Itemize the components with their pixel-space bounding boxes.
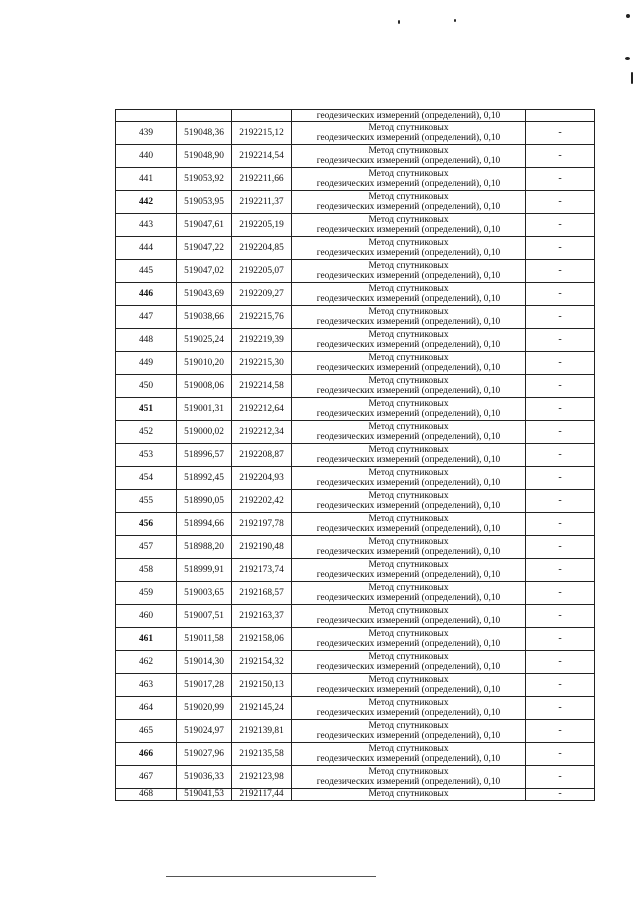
note-cell: - [526,536,595,559]
x-coordinate-cell: 518992,45 [177,467,232,490]
point-number-cell: 452 [116,421,177,444]
x-coordinate-cell: 519036,33 [177,766,232,789]
note-cell: - [526,444,595,467]
point-number-cell: 463 [116,674,177,697]
table-row [116,559,595,582]
method-line: геодезических измерений (определений), 0,10 [316,363,501,373]
method-cell [292,467,526,490]
scan-speck [454,19,456,22]
note-cell: - [526,168,595,191]
scan-speck [631,72,633,84]
table-row [116,352,595,375]
y-coordinate-cell: 2192123,98 [232,766,292,789]
method-line: геодезических измерений (определений), 0,10 [316,248,501,258]
method-line: геодезических измерений (определений), 0,10 [316,685,501,695]
y-coordinate-cell: 2192204,93 [232,467,292,490]
method-line: Метод спутниковых [368,490,449,501]
y-coordinate-cell: 2192212,34 [232,421,292,444]
coordinates-table [115,109,595,801]
table-row [116,490,595,513]
method-line: Метод спутниковых [368,513,449,524]
note-cell: - [526,697,595,720]
x-coordinate-cell: 519020,99 [177,697,232,720]
point-number-cell: 450 [116,375,177,398]
note-cell: - [526,398,595,421]
note-cell: - [526,214,595,237]
x-coordinate-cell: 519047,22 [177,237,232,260]
note-cell: - [526,329,595,352]
point-number-cell: 443 [116,214,177,237]
x-coordinate-cell: 519011,58 [177,628,232,651]
y-coordinate-cell: 2192204,85 [232,237,292,260]
x-coordinate-cell [177,110,232,122]
note-cell: - [526,789,595,801]
method-line: Метод спутниковых [368,467,449,478]
point-number-cell: 459 [116,582,177,605]
method-cell [292,398,526,421]
note-cell: - [526,260,595,283]
method-cell [292,191,526,214]
method-line: Метод спутниковых [368,559,449,570]
method-cell [292,582,526,605]
note-cell: - [526,421,595,444]
point-number-cell: 455 [116,490,177,513]
point-number-cell: 454 [116,467,177,490]
method-cell [292,766,526,789]
method-line: геодезических измерений (определений), 0,10 [316,616,501,626]
method-line: геодезических измерений (определений), 0,10 [316,386,501,396]
point-number-cell: 446 [116,283,177,306]
note-cell: - [526,490,595,513]
point-number-cell: 445 [116,260,177,283]
method-cell [292,214,526,237]
note-cell: - [526,605,595,628]
point-number-cell: 440 [116,145,177,168]
point-number-cell: 461 [116,628,177,651]
note-cell: - [526,191,595,214]
method-line: геодезических измерений (определений), 0,10 [316,271,501,281]
scan-speck [398,20,400,24]
point-number-cell: 460 [116,605,177,628]
method-cell [292,444,526,467]
y-coordinate-cell [232,110,292,122]
table-row [116,145,595,168]
x-coordinate-cell: 519024,97 [177,720,232,743]
method-line: геодезических измерений (определений), 0,10 [316,156,501,166]
point-number-cell: 439 [116,122,177,145]
method-cell [292,283,526,306]
method-line: Метод спутниковых [368,375,449,386]
x-coordinate-cell: 519010,20 [177,352,232,375]
method-cell [292,306,526,329]
method-cell [292,674,526,697]
point-number-cell: 458 [116,559,177,582]
table-row [116,260,595,283]
table-row [116,421,595,444]
y-coordinate-cell: 2192205,19 [232,214,292,237]
scan-speck [625,57,630,60]
x-coordinate-cell: 519048,36 [177,122,232,145]
method-cell [292,720,526,743]
table-row-last [116,789,595,801]
x-coordinate-cell: 519000,02 [177,421,232,444]
method-line: Метод спутниковых [368,720,449,731]
method-cell [292,375,526,398]
method-line: геодезических измерений (определений), 0,10 [316,340,501,350]
x-coordinate-cell: 518994,66 [177,513,232,536]
y-coordinate-cell: 2192135,58 [232,743,292,766]
point-number-cell: 467 [116,766,177,789]
method-cell [292,697,526,720]
method-cell [292,329,526,352]
table-row [116,467,595,490]
point-number-cell: 466 [116,743,177,766]
point-number-cell: 468 [116,789,177,801]
table-row [116,168,595,191]
note-cell: - [526,559,595,582]
table-row [116,375,595,398]
table-row [116,214,595,237]
method-line: геодезических измерений (определений), 0,10 [316,662,501,672]
method-cell [292,743,526,766]
method-cell [292,628,526,651]
method-line: геодезических измерений (определений), 0,10 [316,547,501,557]
method-line: геодезических измерений (определений), 0,10 [316,317,501,327]
method-cell: Метод спутниковых [292,789,526,801]
method-line: Метод спутниковых [368,536,449,547]
note-cell: - [526,513,595,536]
point-number-cell: 464 [116,697,177,720]
y-coordinate-cell: 2192219,39 [232,329,292,352]
method-cell [292,513,526,536]
method-line: Метод спутниковых [368,674,449,685]
method-line: Метод спутниковых [368,421,449,432]
method-cell [292,651,526,674]
y-coordinate-cell: 2192190,48 [232,536,292,559]
method-line: геодезических измерений (определений), 0,10 [316,202,501,212]
method-cell [292,352,526,375]
x-coordinate-cell: 519001,31 [177,398,232,421]
method-line: Метод спутниковых [368,743,449,754]
x-coordinate-cell: 519008,06 [177,375,232,398]
method-cell [292,421,526,444]
y-coordinate-cell: 2192117,44 [232,789,292,801]
note-cell [526,110,595,122]
y-coordinate-cell: 2192212,64 [232,398,292,421]
y-coordinate-cell: 2192209,27 [232,283,292,306]
x-coordinate-cell: 519041,53 [177,789,232,801]
point-number-cell: 442 [116,191,177,214]
note-cell: - [526,582,595,605]
point-number-cell: 457 [116,536,177,559]
method-cell [292,237,526,260]
method-cell [292,536,526,559]
method-line: геодезических измерений (определений), 0,10 [316,777,501,787]
y-coordinate-cell: 2192150,13 [232,674,292,697]
x-coordinate-cell: 519038,66 [177,306,232,329]
table-row [116,743,595,766]
table-row [116,766,595,789]
y-coordinate-cell: 2192208,87 [232,444,292,467]
method-line: Метод спутниковых [368,168,449,179]
y-coordinate-cell: 2192154,32 [232,651,292,674]
method-line: Метод спутниковых [368,697,449,708]
note-cell: - [526,766,595,789]
method-line: геодезических измерений (определений), 0,10 [316,524,501,534]
note-cell: - [526,628,595,651]
x-coordinate-cell: 519053,92 [177,168,232,191]
y-coordinate-cell: 2192214,58 [232,375,292,398]
point-number-cell [116,110,177,122]
y-coordinate-cell: 2192211,66 [232,168,292,191]
method-cell [292,605,526,628]
table-row [116,122,595,145]
point-number-cell: 453 [116,444,177,467]
x-coordinate-cell: 519017,28 [177,674,232,697]
method-line: Метод спутниковых [368,444,449,455]
method-line: геодезических измерений (определений), 0,10 [316,708,501,718]
method-line: Метод спутниковых [368,398,449,409]
method-line: Метод спутниковых [368,237,449,248]
y-coordinate-cell: 2192197,78 [232,513,292,536]
x-coordinate-cell: 519043,69 [177,283,232,306]
table-row [116,605,595,628]
method-cell [292,168,526,191]
note-cell: - [526,651,595,674]
y-coordinate-cell: 2192211,37 [232,191,292,214]
note-cell: - [526,306,595,329]
table-row [116,674,595,697]
table-row [116,651,595,674]
method-cell [292,122,526,145]
table-row [116,398,595,421]
y-coordinate-cell: 2192215,12 [232,122,292,145]
point-number-cell: 444 [116,237,177,260]
note-cell: - [526,237,595,260]
x-coordinate-cell: 518996,57 [177,444,232,467]
method-line: геодезических измерений (определений), 0,10 [316,225,501,235]
method-line: геодезических измерений (определений), 0,10 [316,731,501,741]
x-coordinate-cell: 519047,61 [177,214,232,237]
method-line: Метод спутниковых [368,582,449,593]
method-cell [292,145,526,168]
point-number-cell: 465 [116,720,177,743]
method-line: Метод спутниковых [368,214,449,225]
point-number-cell: 447 [116,306,177,329]
x-coordinate-cell: 518999,91 [177,559,232,582]
method-line: Метод спутниковых [368,145,449,156]
method-line: геодезических измерений (определений), 0,10 [316,478,501,488]
x-coordinate-cell: 519027,96 [177,743,232,766]
y-coordinate-cell: 2192163,37 [232,605,292,628]
method-line: Метод спутниковых [368,628,449,639]
table-row [116,536,595,559]
table-row [116,329,595,352]
scan-speck [626,14,630,18]
note-cell: - [526,352,595,375]
method-cell [292,490,526,513]
method-line: геодезических измерений (определений), 0,10 [316,432,501,442]
x-coordinate-cell: 519048,90 [177,145,232,168]
method-line: Метод спутниковых [368,306,449,317]
method-line: Метод спутниковых [368,651,449,662]
signature-line [166,876,376,877]
table-row [116,582,595,605]
x-coordinate-cell: 519047,02 [177,260,232,283]
coordinates-table-body [116,110,595,801]
method-line: Метод спутниковых [368,260,449,271]
y-coordinate-cell: 2192215,30 [232,352,292,375]
table-row [116,720,595,743]
table-row [116,697,595,720]
x-coordinate-cell: 518990,05 [177,490,232,513]
note-cell: - [526,720,595,743]
point-number-cell: 451 [116,398,177,421]
point-number-cell: 462 [116,651,177,674]
method-line: геодезических измерений (определений), 0,10 [316,501,501,511]
method-line: Метод спутниковых [368,352,449,363]
y-coordinate-cell: 2192145,24 [232,697,292,720]
y-coordinate-cell: 2192214,54 [232,145,292,168]
table-row [116,513,595,536]
method-line: геодезических измерений (определений), 0,10 [316,639,501,649]
note-cell: - [526,467,595,490]
table-row [116,237,595,260]
method-line: Метод спутниковых [368,191,449,202]
point-number-cell: 449 [116,352,177,375]
table-row [116,444,595,467]
y-coordinate-cell: 2192205,07 [232,260,292,283]
y-coordinate-cell: 2192168,57 [232,582,292,605]
point-number-cell: 456 [116,513,177,536]
x-coordinate-cell: 519025,24 [177,329,232,352]
table-row [116,628,595,651]
method-line: геодезических измерений (определений), 0,10 [316,754,501,764]
x-coordinate-cell: 519053,95 [177,191,232,214]
note-cell: - [526,375,595,398]
y-coordinate-cell: 2192158,06 [232,628,292,651]
note-cell: - [526,674,595,697]
x-coordinate-cell: 519003,65 [177,582,232,605]
table-row [116,306,595,329]
y-coordinate-cell: 2192215,76 [232,306,292,329]
point-number-cell: 441 [116,168,177,191]
method-line: геодезических измерений (определений), 0,10 [316,455,501,465]
x-coordinate-cell: 519014,30 [177,651,232,674]
y-coordinate-cell: 2192139,81 [232,720,292,743]
x-coordinate-cell: 519007,51 [177,605,232,628]
method-line: Метод спутниковых [368,329,449,340]
method-line: геодезических измерений (определений), 0,10 [316,409,501,419]
method-line: геодезических измерений (определений), 0,10 [316,179,501,189]
note-cell: - [526,283,595,306]
method-line: Метод спутниковых [368,283,449,294]
note-cell: - [526,145,595,168]
note-cell: - [526,122,595,145]
table-row [116,191,595,214]
method-line: Метод спутниковых [368,605,449,616]
method-line: геодезических измерений (определений), 0,10 [316,294,501,304]
method-cell [292,260,526,283]
y-coordinate-cell: 2192202,42 [232,490,292,513]
method-line: геодезических измерений (определений), 0,10 [316,133,501,143]
method-cell: геодезических измерений (определений), 0,10 [292,110,526,122]
note-cell: - [526,743,595,766]
method-line: геодезических измерений (определений), 0,10 [316,593,501,603]
point-number-cell: 448 [116,329,177,352]
method-line: геодезических измерений (определений), 0,10 [316,570,501,580]
method-cell [292,559,526,582]
y-coordinate-cell: 2192173,74 [232,559,292,582]
method-line: Метод спутниковых [368,766,449,777]
x-coordinate-cell: 518988,20 [177,536,232,559]
table-row-continued [116,110,595,122]
method-line: Метод спутниковых [368,122,449,133]
table-row [116,283,595,306]
